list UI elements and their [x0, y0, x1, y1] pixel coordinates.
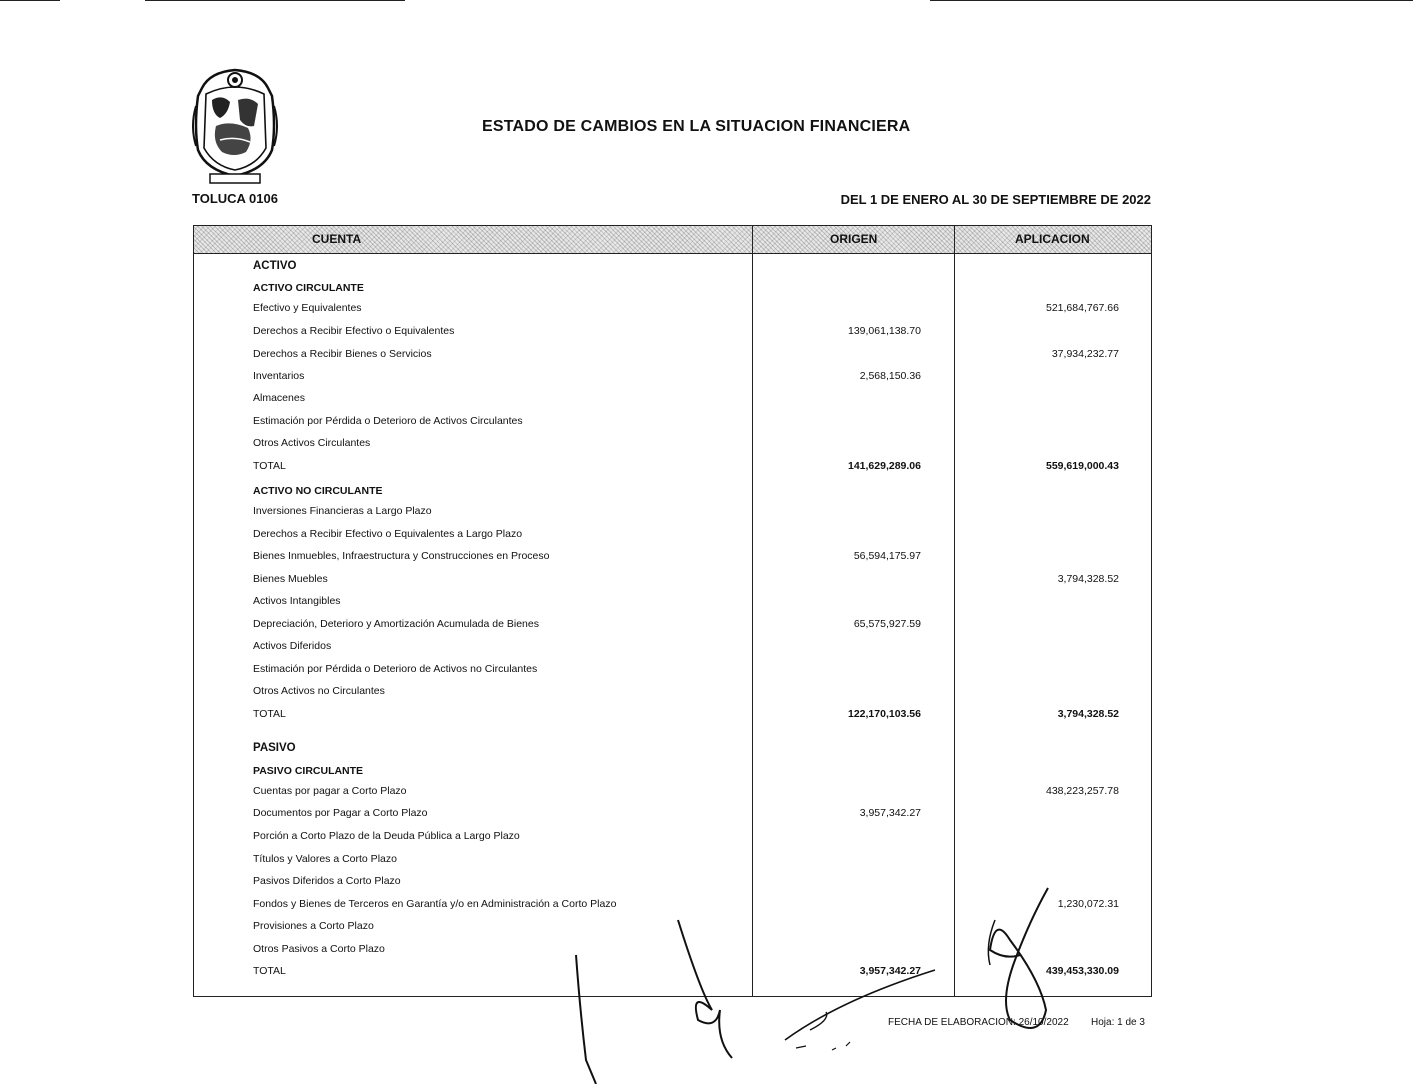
account-label: Documentos por Pagar a Corto Plazo: [253, 807, 428, 819]
column-header-origen: ORIGEN: [830, 232, 878, 246]
document-title: ESTADO DE CAMBIOS EN LA SITUACION FINANCIERA: [482, 118, 911, 135]
account-label: ACTIVO: [253, 260, 297, 272]
table-row: [194, 505, 1151, 523]
elaboration-date: FECHA DE ELABORACION: 26/10/2022: [888, 1017, 1069, 1028]
table-row: [194, 785, 1151, 803]
origen-value: 3,957,342.27: [859, 807, 921, 819]
table-row: [194, 920, 1151, 938]
account-label: Provisiones a Corto Plazo: [253, 920, 374, 932]
financial-table: [193, 225, 1152, 997]
column-header-cuenta: CUENTA: [312, 232, 362, 246]
state-seal-logo: [190, 66, 280, 186]
account-label: Títulos y Valores a Corto Plazo: [253, 853, 397, 865]
sub-heading-row: [194, 765, 1151, 783]
account-label: Activos Diferidos: [253, 640, 332, 652]
table-row: [194, 595, 1151, 613]
aplicacion-value: 521,684,767.66: [1046, 302, 1119, 314]
account-label: Derechos a Recibir Efectivo o Equivalentes a Largo Plazo: [253, 528, 523, 540]
table-row: [194, 415, 1151, 433]
account-label: PASIVO CIRCULANTE: [253, 765, 364, 777]
table-row: [194, 640, 1151, 658]
origen-value: 139,061,138.70: [848, 325, 921, 337]
table-header: [194, 226, 1151, 254]
account-label: Pasivos Diferidos a Corto Plazo: [253, 875, 401, 887]
total-row: [194, 965, 1151, 983]
account-label: Depreciación, Deterioro y Amortización Acumulada de Bienes: [253, 618, 539, 630]
origen-value: 141,629,289.06: [848, 460, 921, 472]
table-row: [194, 663, 1151, 681]
account-label: ACTIVO CIRCULANTE: [253, 282, 364, 294]
account-label: Bienes Inmuebles, Infraestructura y Construcciones en Proceso: [253, 550, 550, 562]
account-label: PASIVO: [253, 742, 296, 754]
account-label: Otros Pasivos a Corto Plazo: [253, 943, 385, 955]
account-label: Almacenes: [253, 392, 305, 404]
aplicacion-value: 37,934,232.77: [1051, 348, 1119, 360]
table-row: [194, 348, 1151, 366]
account-label: Inventarios: [253, 370, 305, 382]
table-row: [194, 550, 1151, 568]
scan-edge-line: [930, 0, 1413, 1]
origen-value: 56,594,175.97: [853, 550, 921, 562]
page-number: Hoja: 1 de 3: [1091, 1017, 1145, 1028]
table-row: [194, 807, 1151, 825]
table-row: [194, 392, 1151, 410]
account-label: Fondos y Bienes de Terceros en Garantía y/o en Administración a Corto Plazo: [253, 898, 617, 910]
account-label: TOTAL: [253, 965, 286, 977]
table-row: [194, 875, 1151, 893]
aplicacion-value: 3,794,328.52: [1057, 573, 1119, 585]
table-row: [194, 528, 1151, 546]
account-label: ACTIVO NO CIRCULANTE: [253, 485, 383, 497]
table-row: [194, 573, 1151, 591]
table-row: [194, 437, 1151, 455]
section-heading-row: [194, 260, 1151, 278]
account-label: Otros Activos no Circulantes: [253, 685, 385, 697]
column-header-aplicacion: APLICACION: [1015, 232, 1090, 246]
table-row: [194, 618, 1151, 636]
account-label: Bienes Muebles: [253, 573, 328, 585]
table-row: [194, 943, 1151, 961]
scan-edge-line: [145, 0, 405, 1]
aplicacion-value: 3,794,328.52: [1057, 708, 1119, 720]
account-label: Cuentas por pagar a Corto Plazo: [253, 785, 407, 797]
origen-value: 2,568,150.36: [859, 370, 921, 382]
sub-heading-row: [194, 485, 1151, 503]
table-row: [194, 325, 1151, 343]
table-row: [194, 685, 1151, 703]
aplicacion-value: 439,453,330.09: [1046, 965, 1119, 977]
account-label: Inversiones Financieras a Largo Plazo: [253, 505, 432, 517]
aplicacion-value: 1,230,072.31: [1057, 898, 1119, 910]
aplicacion-value: 438,223,257.78: [1046, 785, 1119, 797]
account-label: Otros Activos Circulantes: [253, 437, 371, 449]
table-row: [194, 830, 1151, 848]
account-label: Porción a Corto Plazo de la Deuda Pública a Largo Plazo: [253, 830, 520, 842]
sub-heading-row: [194, 282, 1151, 300]
total-row: [194, 460, 1151, 478]
origen-value: 3,957,342.27: [859, 965, 921, 977]
account-label: Efectivo y Equivalentes: [253, 302, 362, 314]
section-heading-row: [194, 742, 1151, 760]
scan-edge-line: [0, 0, 60, 1]
account-label: Estimación por Pérdida o Deterioro de Activos no Circulantes: [253, 663, 538, 675]
account-label: Activos Intangibles: [253, 595, 341, 607]
total-row: [194, 708, 1151, 726]
account-label: Derechos a Recibir Efectivo o Equivalentes: [253, 325, 455, 337]
table-row: [194, 898, 1151, 916]
account-label: Derechos a Recibir Bienes o Servicios: [253, 348, 432, 360]
account-label: Estimación por Pérdida o Deterioro de Activos Circulantes: [253, 415, 523, 427]
table-row: [194, 370, 1151, 388]
origen-value: 65,575,927.59: [853, 618, 921, 630]
table-row: [194, 302, 1151, 320]
table-row: [194, 853, 1151, 871]
entity-name: TOLUCA 0106: [192, 191, 278, 206]
origen-value: 122,170,103.56: [848, 708, 921, 720]
account-label: TOTAL: [253, 460, 286, 472]
aplicacion-value: 559,619,000.43: [1046, 460, 1119, 472]
report-period: DEL 1 DE ENERO AL 30 DE SEPTIEMBRE DE 2022: [840, 192, 1151, 207]
account-label: TOTAL: [253, 708, 286, 720]
